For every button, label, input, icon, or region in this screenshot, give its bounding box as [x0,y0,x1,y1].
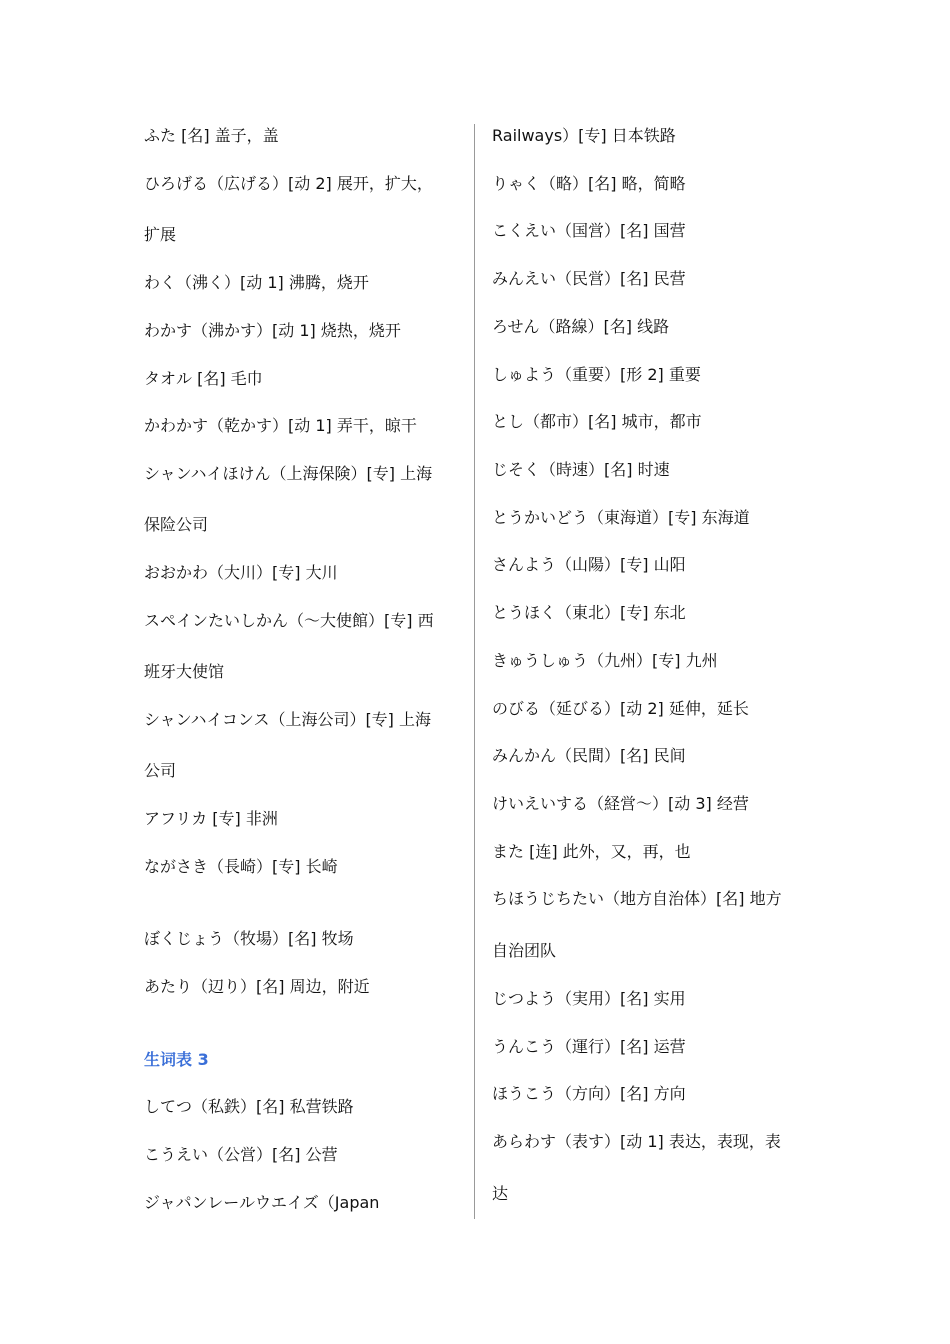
vocab-entry: ろせん（路線）[名] 线路 [492,317,670,336]
vocab-entry: とうかいどう（東海道）[专] 东海道 [492,508,750,527]
vocab-entry: おおかわ（大川）[专] 大川 [144,563,338,582]
vocab-entry: シャンハイほけん（上海保険）[专] 上海 [144,464,433,483]
vocab-entry-continuation: 保险公司 [144,515,209,534]
vocab-entry: ふた [名] 盖子，盖 [144,126,279,145]
vocab-entry: しゅよう（重要）[形 2] 重要 [492,365,701,384]
column-divider [474,124,475,1219]
vocab-entry: こくえい（国営）[名] 国营 [492,221,686,240]
vocab-entry: ひろげる（広げる）[动 2] 展开，扩大， [144,174,433,193]
vocab-entry-continuation: 扩展 [144,225,177,244]
vocab-entry: また [连] 此外，又，再，也 [492,842,691,861]
vocab-entry: ちほうじちたい（地方自治体）[名] 地方 [492,889,782,908]
vocab-entry-continuation: 公司 [144,761,177,780]
vocab-entry-continuation: 班牙大使馆 [144,662,225,681]
vocab-entry: してつ（私鉄）[名] 私营铁路 [144,1097,354,1116]
vocab-entry: ぼくじょう（牧場）[名] 牧场 [144,929,354,948]
vocab-entry: のびる（延びる）[动 2] 延伸，延长 [492,699,749,718]
vocab-entry-continuation: Railways）[专] 日本铁路 [492,126,676,145]
vocab-entry-continuation: 达 [492,1184,509,1203]
vocab-entry: りゃく（略）[名] 略，简略 [492,174,686,193]
vocab-entry: ほうこう（方向）[名] 方向 [492,1084,686,1103]
vocab-entry: とし（都市）[名] 城市，都市 [492,412,702,431]
vocab-entry: わく（沸く）[动 1] 沸腾，烧开 [144,273,369,292]
vocab-entry: ながさき（長崎）[专] 长崎 [144,857,338,876]
vocab-entry: こうえい（公営）[名] 公营 [144,1145,338,1164]
vocab-entry: けいえいする（経営～）[动 3] 经营 [492,794,749,813]
vocab-entry: タオル [名] 毛巾 [144,369,263,388]
vocab-entry: スペインたいしかん（～大使館）[专] 西 [144,611,434,630]
vocab-entry-continuation: 自治团队 [492,941,557,960]
vocab-entry: とうほく（東北）[专] 东北 [492,603,686,622]
vocab-entry: わかす（沸かす）[动 1] 烧热，烧开 [144,321,401,340]
vocab-entry: みんえい（民営）[名] 民营 [492,269,686,288]
vocab-entry: みんかん（民間）[名] 民间 [492,746,686,765]
section-heading: 生词表 3 [144,1050,209,1069]
vocab-entry: ジャパンレールウエイズ（Japan [144,1193,380,1212]
vocab-entry: きゅうしゅう（九州）[专] 九州 [492,651,718,670]
vocab-entry: じそく（時速）[名] 时速 [492,460,670,479]
vocab-entry: かわかす（乾かす）[动 1] 弄干，晾干 [144,416,417,435]
vocab-entry: あたり（辺り）[名] 周边，附近 [144,977,370,996]
vocab-entry: さんよう（山陽）[专] 山阳 [492,555,686,574]
vocab-entry: あらわす（表す）[动 1] 表达，表现，表 [492,1132,781,1151]
vocab-entry: じつよう（実用）[名] 实用 [492,989,686,1008]
vocab-entry: アフリカ [专] 非洲 [144,809,278,828]
vocab-entry: うんこう（運行）[名] 运营 [492,1037,686,1056]
vocab-entry: シャンハイコンス（上海公司）[专] 上海 [144,710,432,729]
